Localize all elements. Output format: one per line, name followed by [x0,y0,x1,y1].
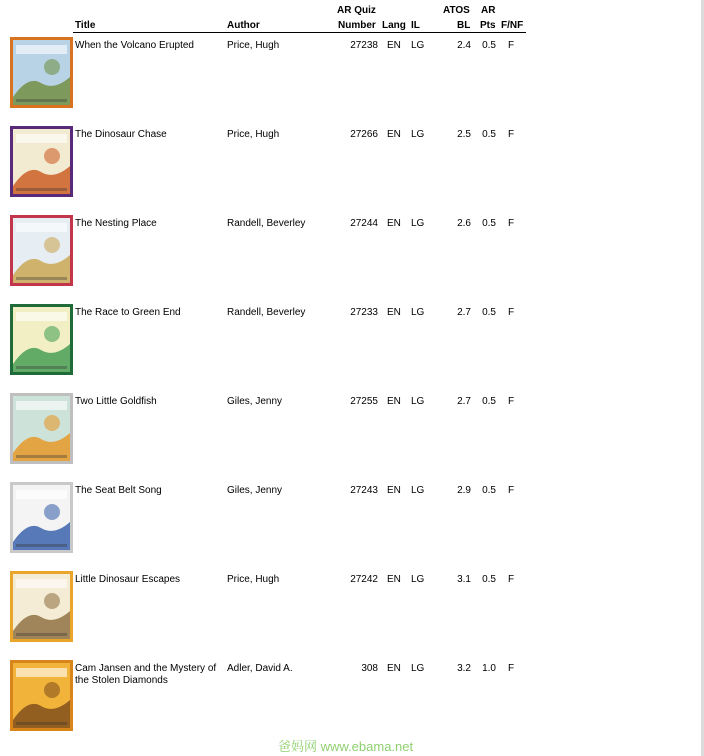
header-ar: AR [481,5,496,16]
book-title: The Race to Green End [75,307,181,318]
fiction-nonfiction: F [508,307,515,318]
atos-book-level: 3.2 [457,663,471,674]
book-cover-image [10,37,73,108]
ar-quiz-number: 27266 [350,129,378,140]
ar-quiz-number: 27238 [350,40,378,51]
ar-points: 0.5 [482,574,496,585]
book-author: Price, Hugh [227,574,280,585]
interest-level: LG [411,485,425,496]
book-title: Little Dinosaur Escapes [75,574,181,585]
book-title: Cam Jansen and the Mystery of the Stolen Diamonds [75,663,217,686]
fiction-nonfiction: F [508,485,515,496]
language: EN [387,40,401,51]
atos-book-level: 2.4 [457,40,471,51]
fiction-nonfiction: F [508,129,515,140]
ar-quiz-number: 27255 [350,396,378,407]
book-cover-image [10,215,73,286]
book-cover-image [10,304,73,375]
atos-book-level: 2.6 [457,218,471,229]
ar-points: 0.5 [482,307,496,318]
header-bl: BL [457,20,471,31]
table-row [0,124,700,213]
table-row [0,302,700,391]
ar-quiz-number: 308 [361,663,378,674]
interest-level: LG [411,396,425,407]
ar-points: 0.5 [482,396,496,407]
book-author: Price, Hugh [227,129,280,140]
atos-book-level: 2.7 [457,307,471,318]
interest-level: LG [411,218,425,229]
watermark: 爸妈网 www.ebama.net [278,739,414,754]
ar-points: 0.5 [482,129,496,140]
fiction-nonfiction: F [508,396,515,407]
fiction-nonfiction: F [508,663,515,674]
table-row [0,569,700,658]
book-author: Price, Hugh [227,40,280,51]
language: EN [387,485,401,496]
interest-level: LG [411,129,425,140]
interest-level: LG [411,307,425,318]
header-ar-quiz: AR Quiz [337,5,376,16]
table-row [0,658,700,747]
book-cover-image [10,393,73,464]
ar-quiz-number: 27244 [350,218,378,229]
book-title: The Seat Belt Song [75,485,162,496]
book-cover-image [10,660,73,731]
book-author: Randell, Beverley [227,307,306,318]
language: EN [387,218,401,229]
interest-level: LG [411,574,425,585]
ar-quiz-number: 27242 [350,574,378,585]
table-row [0,35,700,124]
ar-points: 0.5 [482,218,496,229]
atos-book-level: 2.7 [457,396,471,407]
language: EN [387,574,401,585]
header-title: Title [75,20,96,31]
book-title: When the Volcano Erupted [75,40,194,51]
book-cover-image [10,571,73,642]
book-cover-image [10,126,73,197]
atos-book-level: 2.9 [457,485,471,496]
atos-book-level: 2.5 [457,129,471,140]
header-atos: ATOS [443,5,470,16]
book-cover-image [10,482,73,553]
interest-level: LG [411,663,425,674]
book-title: The Dinosaur Chase [75,129,167,140]
header-rule [73,32,526,33]
header-fnf: F/NF [501,20,524,31]
fiction-nonfiction: F [508,574,515,585]
ar-points: 1.0 [482,663,496,674]
book-author: Giles, Jenny [227,396,283,407]
header-il: IL [411,20,420,31]
fiction-nonfiction: F [508,218,515,229]
fiction-nonfiction: F [508,40,515,51]
language: EN [387,396,401,407]
atos-book-level: 3.1 [457,574,471,585]
book-title: The Nesting Place [75,218,157,229]
ar-points: 0.5 [482,40,496,51]
book-author: Giles, Jenny [227,485,283,496]
language: EN [387,663,401,674]
language: EN [387,307,401,318]
table-row [0,480,700,569]
header-lang: Lang [382,20,406,31]
table-row [0,213,700,302]
interest-level: LG [411,40,425,51]
book-author: Randell, Beverley [227,218,306,229]
header-number: Number [338,20,376,31]
book-title: Two Little Goldfish [75,396,157,407]
language: EN [387,129,401,140]
book-author: Adler, David A. [227,663,293,674]
header-author: Author [227,20,260,31]
header-pts: Pts [480,20,496,31]
ar-quiz-number: 27233 [350,307,378,318]
ar-points: 0.5 [482,485,496,496]
ar-quiz-number: 27243 [350,485,378,496]
table-row [0,391,700,480]
